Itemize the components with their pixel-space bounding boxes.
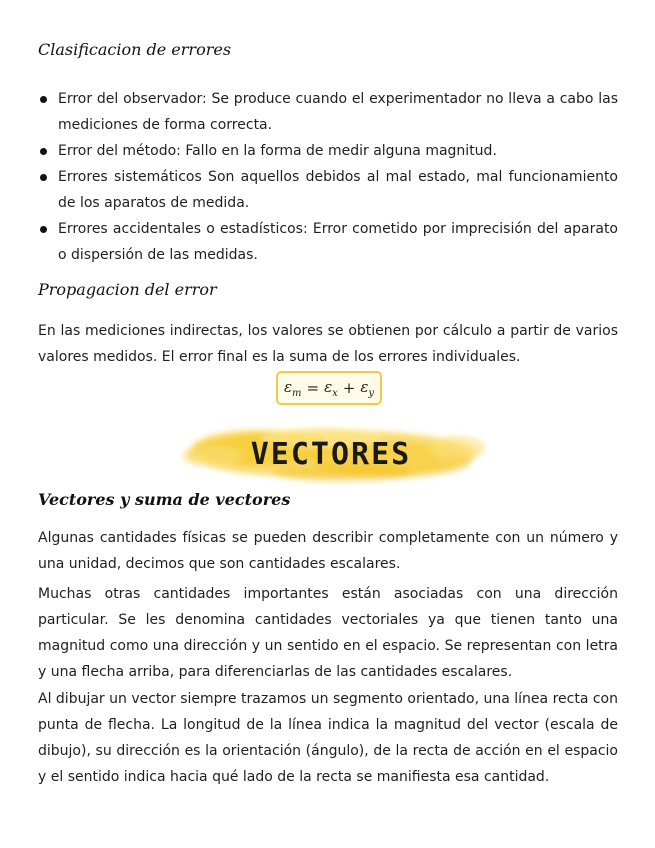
list-item-text: Error del observador: Se produce cuando el experimentador no lleva a cabo las mediciones de forma correcta. (58, 91, 618, 133)
list-item (38, 216, 618, 268)
bullet-icon (40, 148, 47, 155)
bullet-icon (40, 174, 47, 181)
bullet-icon (40, 96, 47, 103)
paragraph-vectoriales: Muchas otras cantidades importantes están asociadas con una dirección particular. Se les denomina cantidades vectoriales ya que tienen tanto una magnitud como una dirección y un sentido en el espacio. Se representan con letra y una flecha arriba, para diferenciarlas de las cantidades escalares. (38, 586, 618, 680)
section-heading-propagacion: Propagacion del error (38, 280, 217, 299)
propagation-paragraph: En las mediciones indirectas, los valores se obtienen por cálculo a partir de varios valores medidos. El error final es la suma de los errores individuales. (38, 323, 618, 365)
formula-term1: $\varepsilon_x$ (324, 377, 338, 399)
formula-equals: = (306, 379, 320, 397)
list-item (38, 86, 618, 138)
bullet-icon (40, 226, 47, 233)
section-heading-clasificacion: Clasificacion de errores (38, 40, 232, 59)
error-sum-formula (276, 371, 382, 405)
list-item-text: Errores sistemáticos Son aquellos debidos al mal estado, mal funcionamiento de los aparatos de medida. (58, 169, 618, 211)
paragraph-escalares: Algunas cantidades físicas se pueden describir completamente con un número y una unidad, decimos que son cantidades escalares. (38, 530, 618, 572)
list-item (38, 164, 618, 216)
list-item (38, 138, 618, 164)
formula-lhs: $\varepsilon_m$ (283, 377, 302, 399)
error-types-list (38, 86, 618, 268)
formula-term2: $\varepsilon_y$ (360, 377, 375, 399)
paragraph-dibujo-vector: Al dibujar un vector siempre trazamos un segmento orientado, una línea recta con punta de flecha. La longitud de la línea indica la magnitud del vector (escala de dibujo), su dirección es la orientación (ángulo), de la recta de acción en el espacio y el sentido indica hacia qué lado de la recta se manifiesta esa cantidad. (38, 691, 618, 785)
section-heading-vectores: Vectores y suma de vectores (38, 490, 291, 509)
banner-title: VECTORES (250, 436, 412, 472)
formula-plus: + (342, 379, 356, 397)
list-item-text: Error del método: Fallo en la forma de medir alguna magnitud. (58, 143, 497, 159)
vectores-banner (172, 418, 490, 490)
list-item-text: Errores accidentales o estadísticos: Error cometido por imprecisión del aparato o dispersión de las medidas. (58, 221, 618, 263)
